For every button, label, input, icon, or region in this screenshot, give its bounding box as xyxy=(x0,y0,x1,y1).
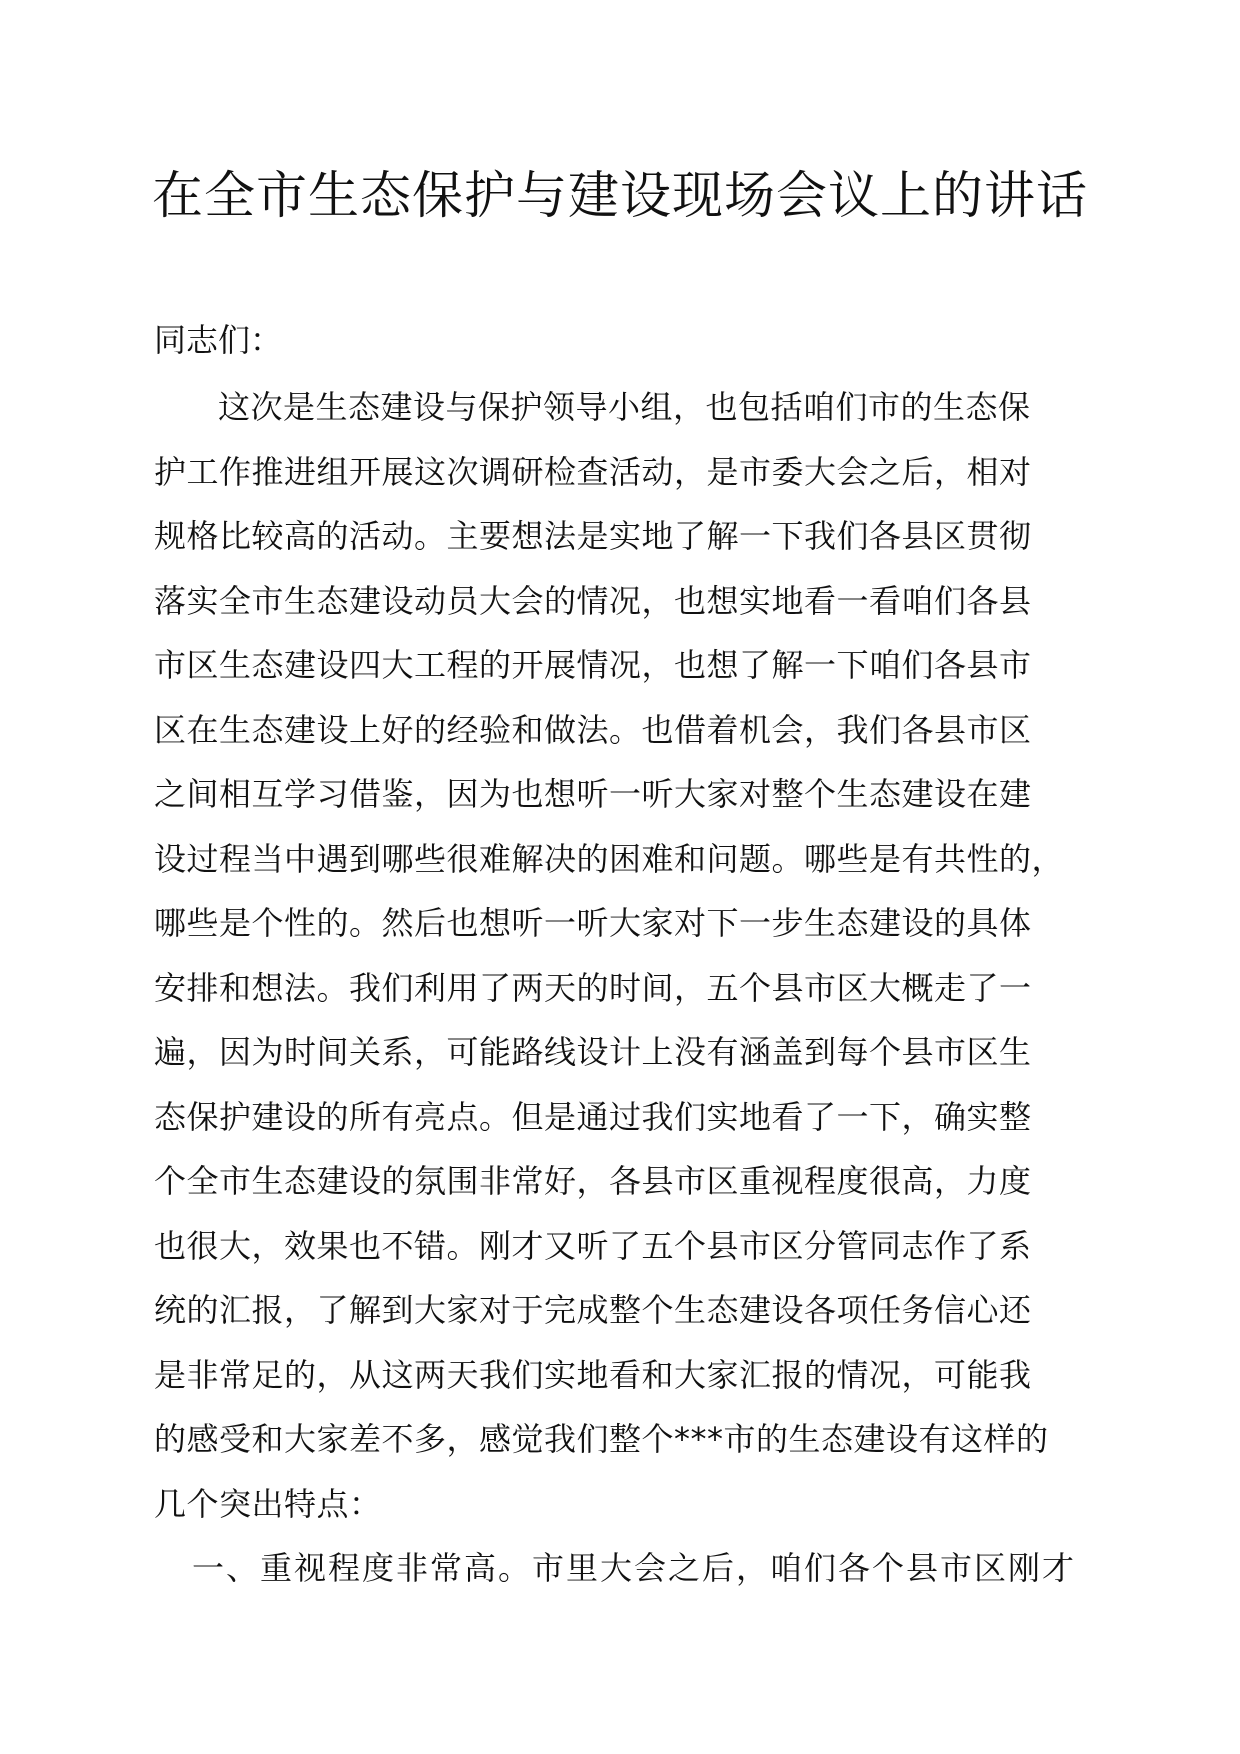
body-line: 市区生态建设四大工程的开展情况，也想了解一下咱们各县市 xyxy=(154,646,1032,684)
body-line: 也很大，效果也不错。刚才又听了五个县市区分管同志作了系 xyxy=(154,1226,1032,1265)
body-line: 统的汇报，了解到大家对于完成整个生态建设各项任务信心还 xyxy=(154,1291,1032,1329)
body-line: 几个突出特点： xyxy=(154,1484,382,1523)
body-line: 区在生态建设上好的经验和做法。也借着机会，我们各县市区 xyxy=(154,710,1032,749)
body-line: 规格比较高的活动。主要想法是实地了解一下我们各县区贯彻 xyxy=(154,517,1032,555)
body-line: 个全市生态建设的氛围非常好，各县市区重视程度很高，力度 xyxy=(154,1162,1032,1200)
body-line: 安排和想法。我们利用了两天的时间，五个县市区大概走了一 xyxy=(154,968,1032,1007)
body-line: 态保护建设的所有亮点。但是通过我们实地看了一下，确实整 xyxy=(154,1097,1032,1136)
body-line: 是非常足的，从这两天我们实地看和大家汇报的情况，可能我 xyxy=(154,1355,1032,1394)
body-line: 的感受和大家差不多，感觉我们整个***市的生态建设有这样的 xyxy=(154,1420,1049,1458)
document-title: 在全市生态保护与建设现场会议上的讲话 xyxy=(151,167,1088,226)
speech-body xyxy=(154,385,1114,1611)
section-heading-line: 一、重视程度非常高。市里大会之后，咱们各个县市区刚才 xyxy=(192,1549,1077,1587)
body-line: 之间相互学习借鉴，因为也想听一听大家对整个生态建设在建 xyxy=(154,775,1032,813)
body-line: 遍，因为时间关系，可能路线设计上没有涵盖到每个县市区生 xyxy=(154,1033,1032,1071)
body-line: 设过程当中遇到哪些很难解决的困难和问题。哪些是有共性的， xyxy=(154,839,1065,878)
body-line: 这次是生态建设与保护领导小组，也包括咱们市的生态保 xyxy=(218,388,1031,426)
body-line: 护工作推进组开展这次调研检查活动，是市委大会之后，相对 xyxy=(154,452,1032,491)
body-line: 哪些是个性的。然后也想听一听大家对下一步生态建设的具体 xyxy=(154,904,1032,942)
salutation: 同志们： xyxy=(154,321,283,359)
body-line: 落实全市生态建设动员大会的情况，也想实地看一看咱们各县 xyxy=(154,581,1032,620)
